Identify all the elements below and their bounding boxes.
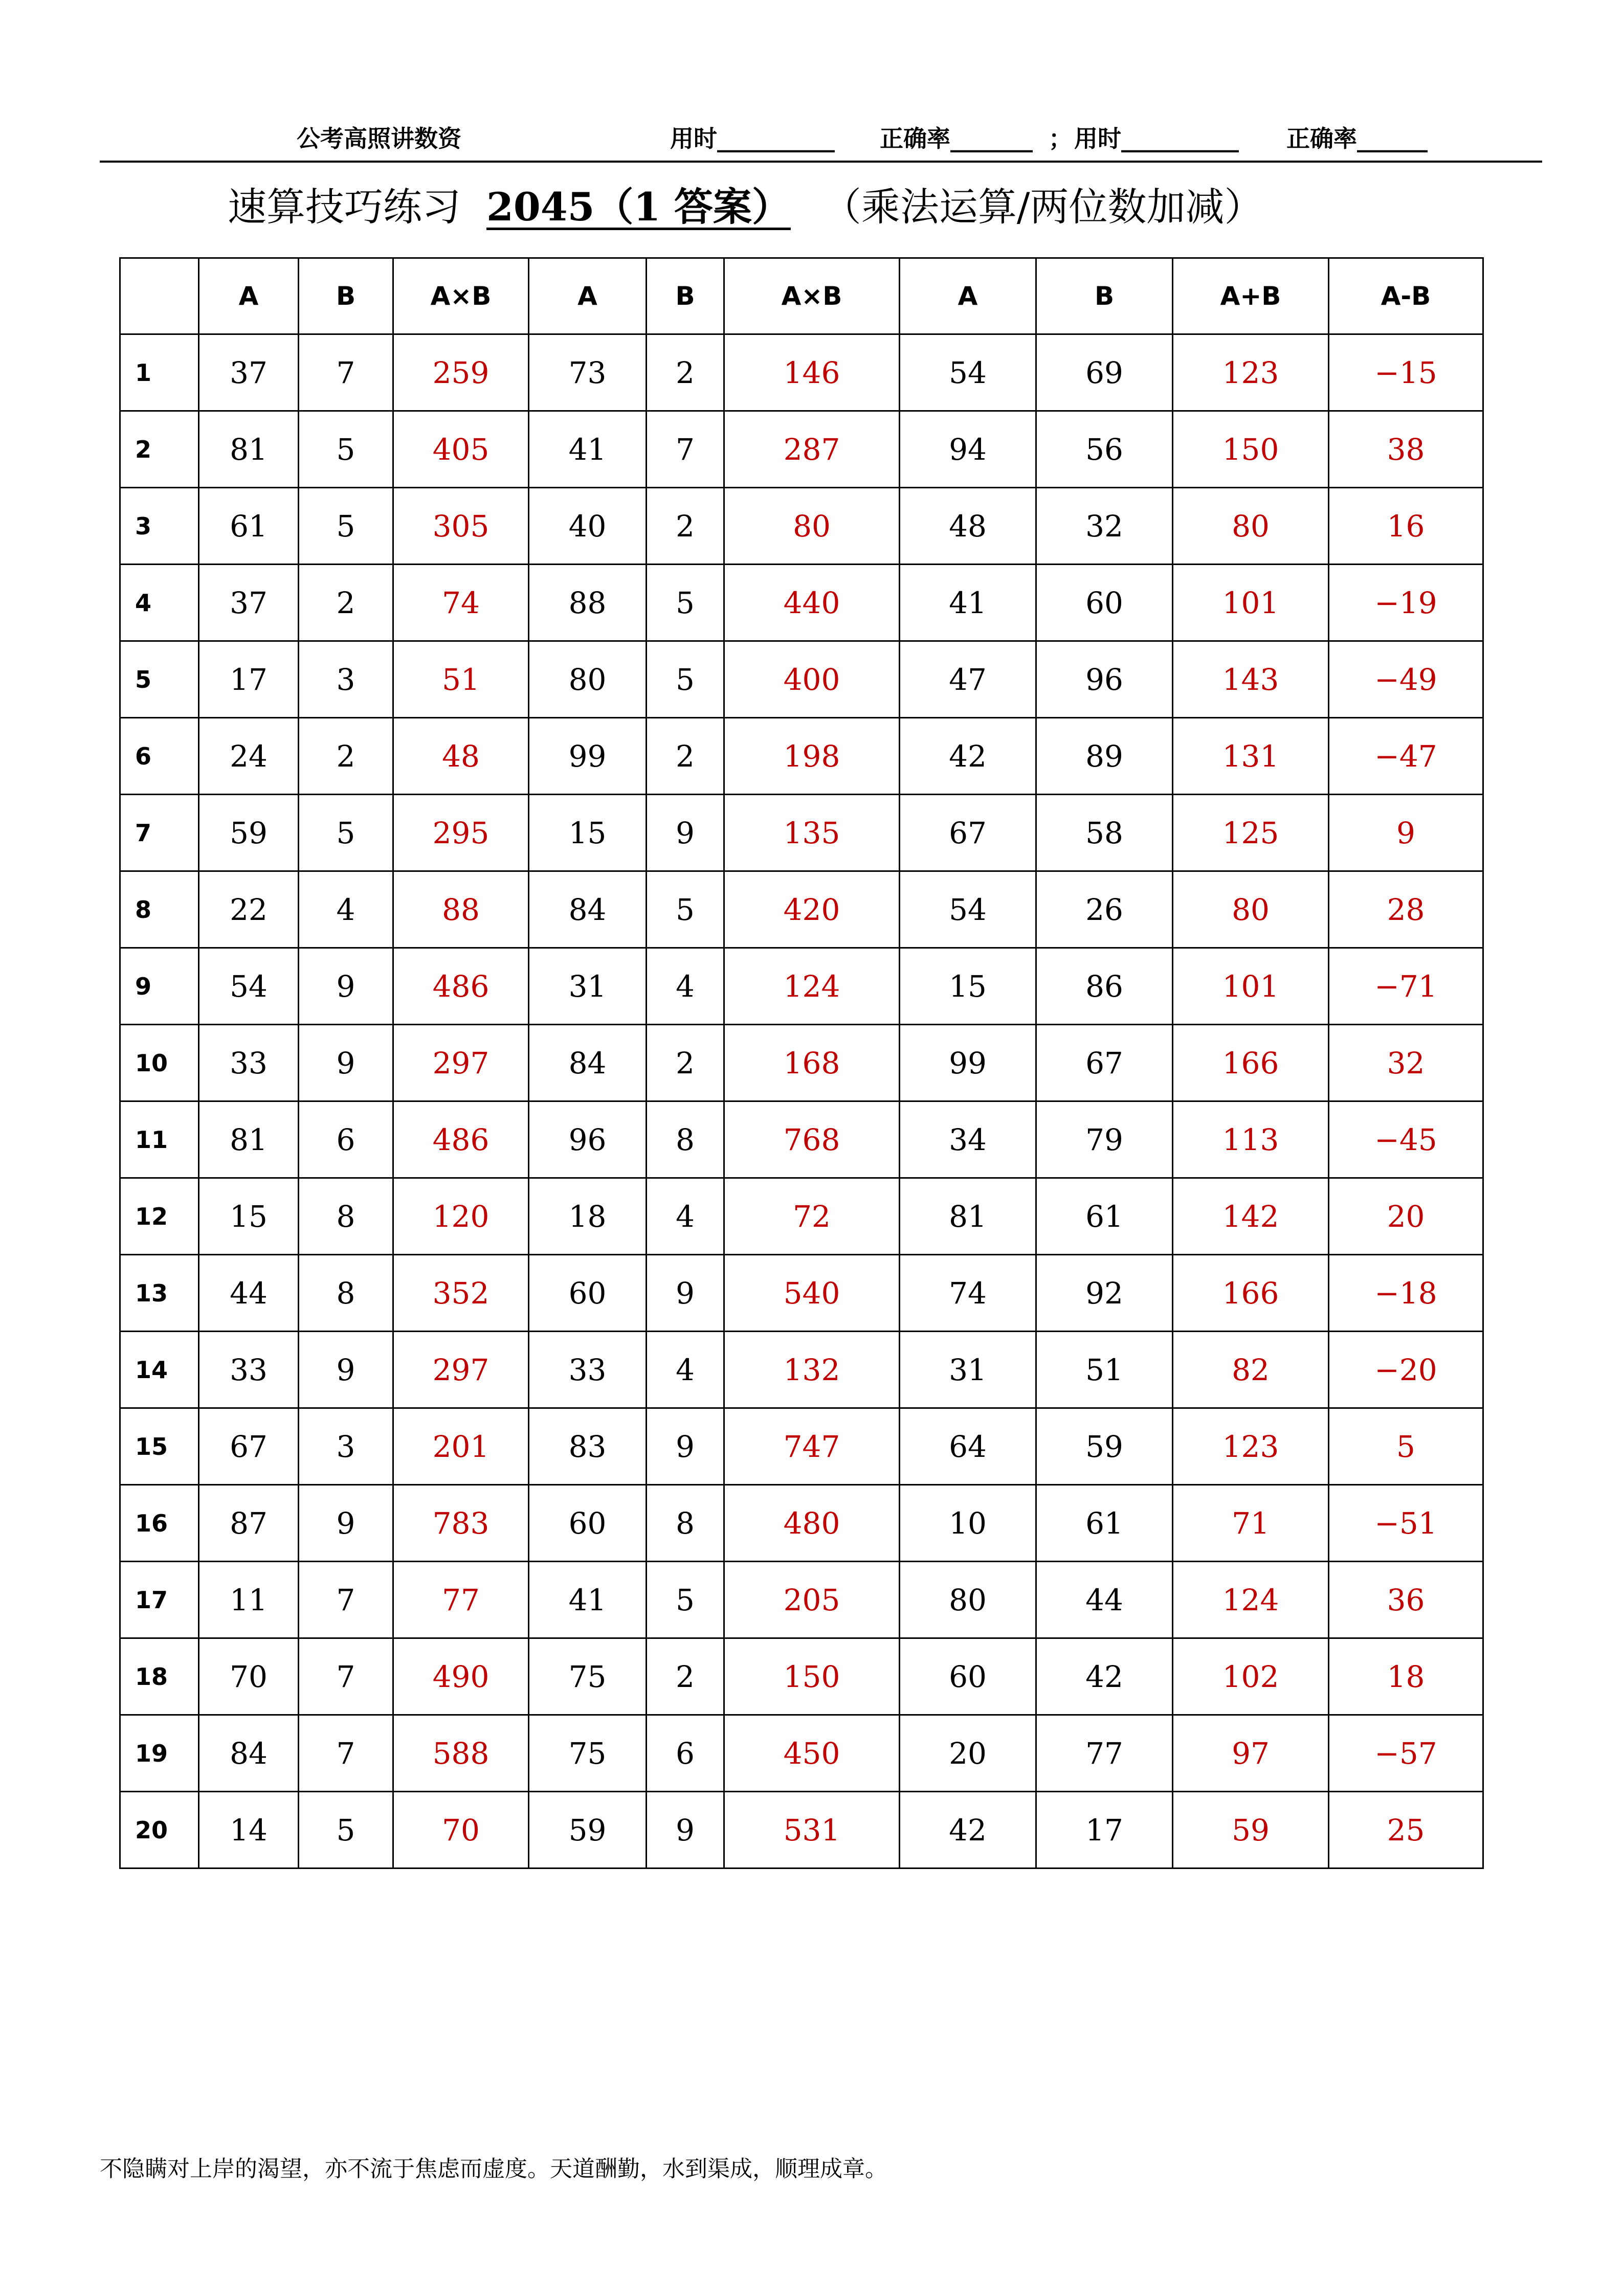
header-cell-index bbox=[120, 258, 199, 334]
answer-cell: 166 bbox=[1173, 1025, 1329, 1101]
answer-cell: 295 bbox=[393, 795, 529, 871]
footer-motto: 不隐瞒对上岸的渴望，亦不流于焦虑而虚度。天道酬勤，水到渠成，顺理成章。 bbox=[100, 2156, 887, 2182]
operand-cell: 80 bbox=[900, 1562, 1036, 1638]
operand-cell: 81 bbox=[199, 411, 299, 488]
operand-cell: 75 bbox=[529, 1715, 647, 1792]
answer-cell: 5 bbox=[1329, 1408, 1483, 1485]
operand-cell: 2 bbox=[299, 718, 393, 795]
operand-cell: 5 bbox=[299, 795, 393, 871]
answer-cell: −57 bbox=[1329, 1715, 1483, 1792]
operand-cell: 6 bbox=[299, 1101, 393, 1178]
operand-cell: 5 bbox=[299, 411, 393, 488]
operand-cell: 15 bbox=[199, 1178, 299, 1255]
answer-cell: 168 bbox=[724, 1025, 900, 1101]
operand-cell: 61 bbox=[1036, 1485, 1173, 1562]
operand-cell: 9 bbox=[647, 1792, 724, 1869]
header-accuracy-field-2: 正确率______ bbox=[1286, 125, 1428, 152]
operand-cell: 14 bbox=[199, 1792, 299, 1869]
operand-cell: 60 bbox=[529, 1255, 647, 1332]
operand-cell: 7 bbox=[647, 411, 724, 488]
operand-cell: 61 bbox=[1036, 1178, 1173, 1255]
answer-cell: 143 bbox=[1173, 641, 1329, 718]
answer-cell: 120 bbox=[393, 1178, 529, 1255]
operand-cell: 33 bbox=[199, 1332, 299, 1408]
page-title bbox=[228, 176, 1263, 238]
operand-cell: 40 bbox=[529, 488, 647, 565]
answer-cell: 80 bbox=[1173, 871, 1329, 948]
answer-cell: 480 bbox=[724, 1485, 900, 1562]
answer-cell: 747 bbox=[724, 1408, 900, 1485]
operand-cell: 26 bbox=[1036, 871, 1173, 948]
operand-cell: 9 bbox=[299, 1332, 393, 1408]
answer-cell: 70 bbox=[393, 1792, 529, 1869]
operand-cell: 4 bbox=[647, 1178, 724, 1255]
answer-cell: 36 bbox=[1329, 1562, 1483, 1638]
operand-cell: 70 bbox=[199, 1638, 299, 1715]
operand-cell: 2 bbox=[647, 718, 724, 795]
operand-cell: 8 bbox=[647, 1101, 724, 1178]
operand-cell: 99 bbox=[900, 1025, 1036, 1101]
operand-cell: 81 bbox=[199, 1101, 299, 1178]
operand-cell: 64 bbox=[900, 1408, 1036, 1485]
operand-cell: 54 bbox=[900, 334, 1036, 411]
row-number: 18 bbox=[120, 1638, 199, 1715]
header-cell: B bbox=[299, 258, 393, 334]
operand-cell: 5 bbox=[647, 871, 724, 948]
header-cell: A bbox=[529, 258, 647, 334]
operand-cell: 42 bbox=[900, 1792, 1036, 1869]
answer-cell: 59 bbox=[1173, 1792, 1329, 1869]
answer-cell: 450 bbox=[724, 1715, 900, 1792]
operand-cell: 17 bbox=[1036, 1792, 1173, 1869]
answer-cell: −71 bbox=[1329, 948, 1483, 1025]
operand-cell: 60 bbox=[529, 1485, 647, 1562]
operand-cell: 15 bbox=[900, 948, 1036, 1025]
row-number: 11 bbox=[120, 1101, 199, 1178]
answer-cell: 783 bbox=[393, 1485, 529, 1562]
operand-cell: 58 bbox=[1036, 795, 1173, 871]
operand-cell: 94 bbox=[900, 411, 1036, 488]
table-row bbox=[120, 1715, 1483, 1792]
operand-cell: 99 bbox=[529, 718, 647, 795]
answer-cell: 490 bbox=[393, 1638, 529, 1715]
operand-cell: 3 bbox=[299, 641, 393, 718]
operand-cell: 79 bbox=[1036, 1101, 1173, 1178]
operand-cell: 61 bbox=[199, 488, 299, 565]
operand-cell: 44 bbox=[199, 1255, 299, 1332]
table-body bbox=[120, 334, 1483, 1869]
operand-cell: 77 bbox=[1036, 1715, 1173, 1792]
row-number: 2 bbox=[120, 411, 199, 488]
title-code: 2045（1 答案） bbox=[486, 184, 791, 230]
operand-cell: 4 bbox=[299, 871, 393, 948]
operand-cell: 2 bbox=[647, 488, 724, 565]
operand-cell: 34 bbox=[900, 1101, 1036, 1178]
answer-cell: 768 bbox=[724, 1101, 900, 1178]
answer-cell: −19 bbox=[1329, 565, 1483, 641]
answer-cell: 486 bbox=[393, 1101, 529, 1178]
operand-cell: 5 bbox=[299, 1792, 393, 1869]
table-row bbox=[120, 1255, 1483, 1332]
answer-cell: 135 bbox=[724, 795, 900, 871]
row-number: 12 bbox=[120, 1178, 199, 1255]
table-row bbox=[120, 1562, 1483, 1638]
answer-cell: 101 bbox=[1173, 948, 1329, 1025]
header-divider bbox=[100, 161, 1542, 163]
table-row bbox=[120, 488, 1483, 565]
operand-cell: 75 bbox=[529, 1638, 647, 1715]
answer-cell: 125 bbox=[1173, 795, 1329, 871]
table-row bbox=[120, 1485, 1483, 1562]
operand-cell: 8 bbox=[299, 1178, 393, 1255]
row-number: 14 bbox=[120, 1332, 199, 1408]
answer-cell: −47 bbox=[1329, 718, 1483, 795]
operand-cell: 6 bbox=[647, 1715, 724, 1792]
table-row bbox=[120, 1408, 1483, 1485]
answer-cell: −15 bbox=[1329, 334, 1483, 411]
header-accuracy-field-1: 正确率_______ bbox=[880, 125, 1033, 152]
header-cell: A+B bbox=[1173, 258, 1329, 334]
answer-cell: 32 bbox=[1329, 1025, 1483, 1101]
row-number: 13 bbox=[120, 1255, 199, 1332]
table-row bbox=[120, 1178, 1483, 1255]
answer-cell: 113 bbox=[1173, 1101, 1329, 1178]
answer-cell: 405 bbox=[393, 411, 529, 488]
answer-cell: 123 bbox=[1173, 1408, 1329, 1485]
answer-cell: 142 bbox=[1173, 1178, 1329, 1255]
answer-cell: 80 bbox=[1173, 488, 1329, 565]
header-cell: B bbox=[647, 258, 724, 334]
operand-cell: 2 bbox=[647, 1638, 724, 1715]
operand-cell: 4 bbox=[647, 1332, 724, 1408]
row-number: 16 bbox=[120, 1485, 199, 1562]
table-row bbox=[120, 871, 1483, 948]
answer-table bbox=[119, 257, 1484, 1869]
answer-cell: 124 bbox=[1173, 1562, 1329, 1638]
row-number: 8 bbox=[120, 871, 199, 948]
operand-cell: 9 bbox=[299, 1025, 393, 1101]
operand-cell: 84 bbox=[529, 871, 647, 948]
operand-cell: 86 bbox=[1036, 948, 1173, 1025]
operand-cell: 59 bbox=[199, 795, 299, 871]
operand-cell: 60 bbox=[1036, 565, 1173, 641]
row-number: 10 bbox=[120, 1025, 199, 1101]
header-time-field-2: 用时__________ bbox=[1074, 125, 1239, 152]
operand-cell: 3 bbox=[299, 1408, 393, 1485]
operand-cell: 87 bbox=[199, 1485, 299, 1562]
answer-cell: 123 bbox=[1173, 334, 1329, 411]
table-row bbox=[120, 1101, 1483, 1178]
answer-cell: 146 bbox=[724, 334, 900, 411]
table-row bbox=[120, 334, 1483, 411]
operand-cell: 4 bbox=[647, 948, 724, 1025]
operand-cell: 84 bbox=[199, 1715, 299, 1792]
answer-cell: 25 bbox=[1329, 1792, 1483, 1869]
answer-cell: 28 bbox=[1329, 871, 1483, 948]
answer-cell: 531 bbox=[724, 1792, 900, 1869]
operand-cell: 54 bbox=[199, 948, 299, 1025]
answer-cell: 20 bbox=[1329, 1178, 1483, 1255]
answer-cell: 201 bbox=[393, 1408, 529, 1485]
table-row bbox=[120, 948, 1483, 1025]
header-time-field-1: 用时__________ bbox=[670, 125, 835, 152]
operand-cell: 96 bbox=[1036, 641, 1173, 718]
header-cell: B bbox=[1036, 258, 1173, 334]
table-row bbox=[120, 641, 1483, 718]
operand-cell: 73 bbox=[529, 334, 647, 411]
answer-cell: −45 bbox=[1329, 1101, 1483, 1178]
table-row bbox=[120, 411, 1483, 488]
operand-cell: 42 bbox=[900, 718, 1036, 795]
operand-cell: 33 bbox=[529, 1332, 647, 1408]
operand-cell: 9 bbox=[299, 948, 393, 1025]
operand-cell: 7 bbox=[299, 1638, 393, 1715]
answer-cell: −18 bbox=[1329, 1255, 1483, 1332]
operand-cell: 74 bbox=[900, 1255, 1036, 1332]
operand-cell: 41 bbox=[529, 411, 647, 488]
operand-cell: 84 bbox=[529, 1025, 647, 1101]
operand-cell: 59 bbox=[1036, 1408, 1173, 1485]
answer-cell: 420 bbox=[724, 871, 900, 948]
header-cell: A×B bbox=[724, 258, 900, 334]
operand-cell: 67 bbox=[1036, 1025, 1173, 1101]
answer-cell: 9 bbox=[1329, 795, 1483, 871]
table-row bbox=[120, 565, 1483, 641]
answer-cell: 305 bbox=[393, 488, 529, 565]
operand-cell: 5 bbox=[647, 1562, 724, 1638]
header-cell: A bbox=[199, 258, 299, 334]
operand-cell: 8 bbox=[647, 1485, 724, 1562]
row-number: 19 bbox=[120, 1715, 199, 1792]
operand-cell: 37 bbox=[199, 334, 299, 411]
operand-cell: 2 bbox=[299, 565, 393, 641]
operand-cell: 7 bbox=[299, 1562, 393, 1638]
answer-cell: −51 bbox=[1329, 1485, 1483, 1562]
title-topic: （乘法运算/两位数加减） bbox=[841, 184, 1263, 230]
operand-cell: 56 bbox=[1036, 411, 1173, 488]
operand-cell: 9 bbox=[299, 1485, 393, 1562]
row-number: 1 bbox=[120, 334, 199, 411]
operand-cell: 17 bbox=[199, 641, 299, 718]
operand-cell: 31 bbox=[529, 948, 647, 1025]
operand-cell: 10 bbox=[900, 1485, 1036, 1562]
operand-cell: 44 bbox=[1036, 1562, 1173, 1638]
operand-cell: 59 bbox=[529, 1792, 647, 1869]
header-separator: ； bbox=[1049, 125, 1072, 152]
operand-cell: 41 bbox=[900, 565, 1036, 641]
operand-cell: 51 bbox=[1036, 1332, 1173, 1408]
operand-cell: 54 bbox=[900, 871, 1036, 948]
answer-cell: 440 bbox=[724, 565, 900, 641]
answer-cell: 124 bbox=[724, 948, 900, 1025]
answer-cell: 205 bbox=[724, 1562, 900, 1638]
answer-cell: 82 bbox=[1173, 1332, 1329, 1408]
answer-cell: −20 bbox=[1329, 1332, 1483, 1408]
answer-cell: 101 bbox=[1173, 565, 1329, 641]
row-number: 9 bbox=[120, 948, 199, 1025]
operand-cell: 18 bbox=[529, 1178, 647, 1255]
answer-cell: 80 bbox=[724, 488, 900, 565]
answer-cell: 259 bbox=[393, 334, 529, 411]
header-source: 公考高照讲数资 bbox=[297, 125, 461, 152]
operand-cell: 92 bbox=[1036, 1255, 1173, 1332]
answer-cell: 18 bbox=[1329, 1638, 1483, 1715]
operand-cell: 67 bbox=[900, 795, 1036, 871]
operand-cell: 9 bbox=[647, 795, 724, 871]
answer-cell: 297 bbox=[393, 1025, 529, 1101]
operand-cell: 83 bbox=[529, 1408, 647, 1485]
answer-cell: 131 bbox=[1173, 718, 1329, 795]
answer-cell: 150 bbox=[724, 1638, 900, 1715]
answer-cell: 77 bbox=[393, 1562, 529, 1638]
operand-cell: 15 bbox=[529, 795, 647, 871]
answer-cell: 71 bbox=[1173, 1485, 1329, 1562]
operand-cell: 20 bbox=[900, 1715, 1036, 1792]
operand-cell: 69 bbox=[1036, 334, 1173, 411]
answer-cell: 88 bbox=[393, 871, 529, 948]
operand-cell: 89 bbox=[1036, 718, 1173, 795]
operand-cell: 60 bbox=[900, 1638, 1036, 1715]
title-main: 速算技巧练习 bbox=[228, 184, 461, 230]
answer-cell: −49 bbox=[1329, 641, 1483, 718]
operand-cell: 81 bbox=[900, 1178, 1036, 1255]
operand-cell: 2 bbox=[647, 334, 724, 411]
answer-cell: 38 bbox=[1329, 411, 1483, 488]
operand-cell: 31 bbox=[900, 1332, 1036, 1408]
answer-cell: 132 bbox=[724, 1332, 900, 1408]
header-cell: A bbox=[900, 258, 1036, 334]
operand-cell: 88 bbox=[529, 565, 647, 641]
operand-cell: 8 bbox=[299, 1255, 393, 1332]
answer-cell: 74 bbox=[393, 565, 529, 641]
table-row bbox=[120, 718, 1483, 795]
row-number: 17 bbox=[120, 1562, 199, 1638]
table-header-row bbox=[120, 258, 1483, 334]
operand-cell: 9 bbox=[647, 1408, 724, 1485]
answer-cell: 198 bbox=[724, 718, 900, 795]
operand-cell: 33 bbox=[199, 1025, 299, 1101]
operand-cell: 32 bbox=[1036, 488, 1173, 565]
header-cell: A-B bbox=[1329, 258, 1483, 334]
operand-cell: 5 bbox=[647, 641, 724, 718]
answer-cell: 297 bbox=[393, 1332, 529, 1408]
header-cell: A×B bbox=[393, 258, 529, 334]
row-number: 15 bbox=[120, 1408, 199, 1485]
table-row bbox=[120, 795, 1483, 871]
table-row bbox=[120, 1332, 1483, 1408]
answer-cell: 287 bbox=[724, 411, 900, 488]
answer-cell: 166 bbox=[1173, 1255, 1329, 1332]
operand-cell: 96 bbox=[529, 1101, 647, 1178]
operand-cell: 7 bbox=[299, 334, 393, 411]
operand-cell: 11 bbox=[199, 1562, 299, 1638]
answer-cell: 97 bbox=[1173, 1715, 1329, 1792]
row-number: 5 bbox=[120, 641, 199, 718]
answer-cell: 352 bbox=[393, 1255, 529, 1332]
operand-cell: 48 bbox=[900, 488, 1036, 565]
operand-cell: 5 bbox=[647, 565, 724, 641]
operand-cell: 37 bbox=[199, 565, 299, 641]
row-number: 6 bbox=[120, 718, 199, 795]
operand-cell: 22 bbox=[199, 871, 299, 948]
answer-cell: 51 bbox=[393, 641, 529, 718]
operand-cell: 9 bbox=[647, 1255, 724, 1332]
page-header bbox=[100, 120, 1624, 161]
operand-cell: 42 bbox=[1036, 1638, 1173, 1715]
row-number: 20 bbox=[120, 1792, 199, 1869]
operand-cell: 67 bbox=[199, 1408, 299, 1485]
answer-cell: 588 bbox=[393, 1715, 529, 1792]
answer-cell: 486 bbox=[393, 948, 529, 1025]
table-row bbox=[120, 1638, 1483, 1715]
row-number: 3 bbox=[120, 488, 199, 565]
table-row bbox=[120, 1792, 1483, 1869]
row-number: 7 bbox=[120, 795, 199, 871]
operand-cell: 24 bbox=[199, 718, 299, 795]
operand-cell: 47 bbox=[900, 641, 1036, 718]
operand-cell: 7 bbox=[299, 1715, 393, 1792]
table-row bbox=[120, 1025, 1483, 1101]
row-number: 4 bbox=[120, 565, 199, 641]
answer-cell: 540 bbox=[724, 1255, 900, 1332]
operand-cell: 80 bbox=[529, 641, 647, 718]
answer-cell: 48 bbox=[393, 718, 529, 795]
operand-cell: 41 bbox=[529, 1562, 647, 1638]
answer-cell: 150 bbox=[1173, 411, 1329, 488]
answer-cell: 102 bbox=[1173, 1638, 1329, 1715]
operand-cell: 5 bbox=[299, 488, 393, 565]
answer-cell: 72 bbox=[724, 1178, 900, 1255]
answer-cell: 400 bbox=[724, 641, 900, 718]
operand-cell: 2 bbox=[647, 1025, 724, 1101]
answer-cell: 16 bbox=[1329, 488, 1483, 565]
